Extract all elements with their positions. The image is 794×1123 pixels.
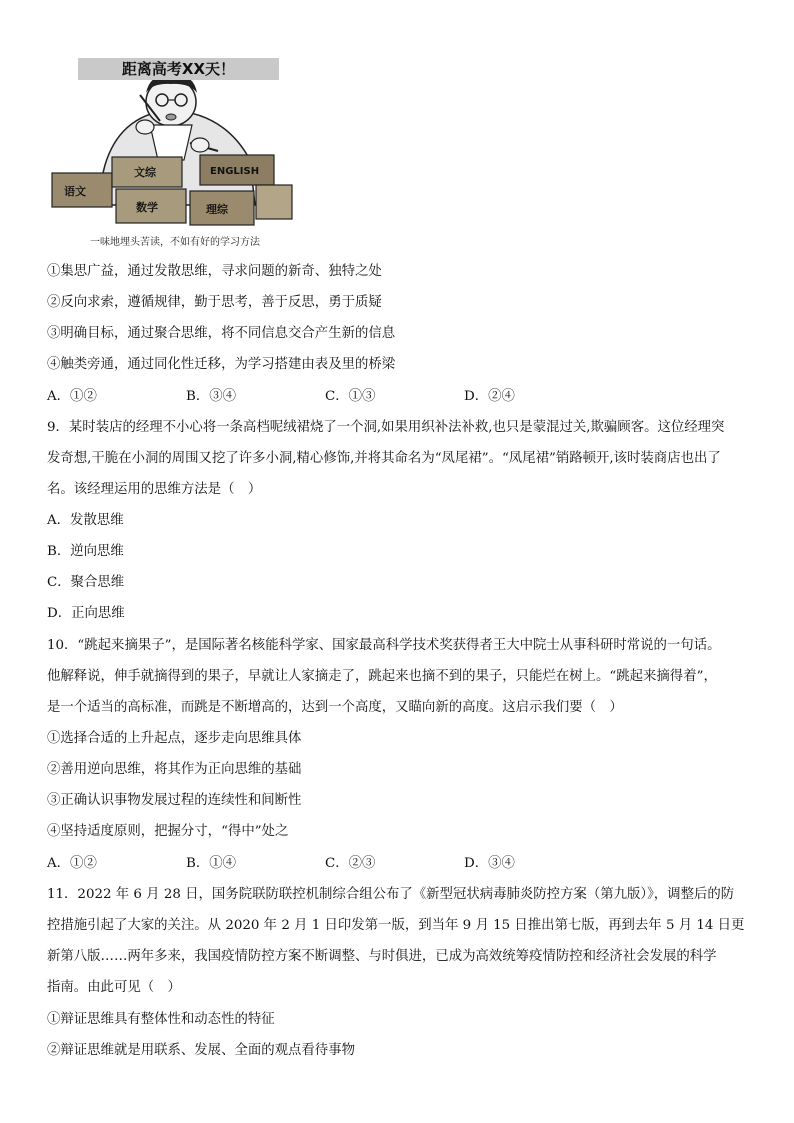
book-label-chinese: 语文 <box>64 185 86 198</box>
q8-item-1: ①集思广益，通过发散思维，寻求问题的新奇、独特之处 <box>47 264 382 279</box>
q10-options <box>47 854 603 874</box>
q11-item-1: ①辩证思维具有整体性和动态性的特征 <box>47 1012 275 1027</box>
q10-option-a[interactable]: A．①② <box>47 856 97 871</box>
q10-option-c[interactable]: C．②③ <box>325 856 376 871</box>
q9-option-d[interactable]: D．正向思维 <box>47 606 125 621</box>
cartoon-illustration <box>50 55 294 251</box>
q8-options <box>47 387 603 407</box>
countdown-banner: 距离高考XX天！ <box>78 58 279 80</box>
q10-stem-line-1: 10．“跳起来摘果子”，是国际著名核能科学家、国家最高科学技术奖获得者王大中院士从事科研时常说的一句话。 <box>47 638 721 653</box>
q10-option-b[interactable]: B．①④ <box>186 856 237 871</box>
q8-option-d[interactable]: D．②④ <box>464 389 515 404</box>
q11-stem-line-1: 11．2022 年 6 月 28 日，国务院联防联控机制综合组公布了《新型冠状病毒肺炎防控方案（第九版）》，调整后的防 <box>47 887 735 902</box>
q8-option-a[interactable]: A．①② <box>47 389 97 404</box>
book-label-math: 数学 <box>136 201 158 214</box>
q9-option-a[interactable]: A．发散思维 <box>47 513 124 528</box>
q9-stem-line-3: 名。该经理运用的思维方法是（ ） <box>47 482 262 497</box>
q11-item-2: ②辩证思维就是用联系、发展、全面的观点看待事物 <box>47 1043 355 1058</box>
q8-option-c[interactable]: C．①③ <box>325 389 376 404</box>
q11-stem-line-2: 控措施引起了大家的关注。从 2020 年 2 月 1 日印发第一版，到当年 9 月 15 日推出第七版，再到去年 5 月 14 日更 <box>47 918 745 933</box>
q8-item-2: ②反向求索，遵循规律，勤于思考，善于反思，勇于质疑 <box>47 295 382 310</box>
q9-stem-line-2: 发奇想,干脆在小洞的周围又挖了许多小洞,精心修饰,并将其命名为“凤尾裙”。“凤尾裙”销路顿开,该时装商店也出了 <box>47 451 721 466</box>
q8-item-4: ④触类旁通，通过同化性迁移，为学习搭建由表及里的桥梁 <box>47 357 396 372</box>
q9-option-b[interactable]: B．逆向思维 <box>47 544 124 559</box>
q11-stem-line-3: 新第八版……两年多来，我国疫情防控方案不断调整、与时俱进，已成为高效统筹疫情防控和经济社会发展的科学 <box>47 949 717 964</box>
book-label-english: ENGLISH <box>210 166 260 177</box>
q9-stem-line-1: 9．某时装店的经理不小心将一条高档呢绒裙烧了一个洞,如果用织补法补救,也只是蒙混过关,欺骗顾客。这位经理突 <box>47 420 725 435</box>
q10-option-d[interactable]: D．③④ <box>464 856 515 871</box>
q10-item-4: ④坚持适度原则，把握分寸，“得中”处之 <box>47 824 289 839</box>
q9-option-c[interactable]: C．聚合思维 <box>47 575 125 590</box>
q10-item-3: ③正确认识事物发展过程的连续性和间断性 <box>47 793 302 808</box>
q10-item-1: ①选择合适的上升起点，逐步走向思维具体 <box>47 731 302 746</box>
q10-stem-line-2: 他解释说，伸手就摘得到的果子，早就让人家摘走了，跳起来也摘不到的果子，只能烂在树上。“跳起来摘得着”， <box>47 669 717 684</box>
book-label-science: 理综 <box>206 203 228 216</box>
q11-stem-line-4: 指南。由此可见（ ） <box>47 980 181 995</box>
q10-item-2: ②善用逆向思维，将其作为正向思维的基础 <box>47 762 302 777</box>
q10-stem-line-3: 是一个适当的高标准，而跳是不断增高的，达到一个高度，又瞄向新的高度。这启示我们要（ ） <box>47 700 623 715</box>
book-label-liberal-arts: 文综 <box>134 166 156 179</box>
cartoon-caption: 一味地埋头苦读，不如有好的学习方法 <box>90 237 260 248</box>
q8-option-b[interactable]: B．③④ <box>186 389 237 404</box>
student-with-books-drawing <box>50 55 294 251</box>
q8-item-3: ③明确目标，通过聚合思维，将不同信息交合产生新的信息 <box>47 326 396 341</box>
